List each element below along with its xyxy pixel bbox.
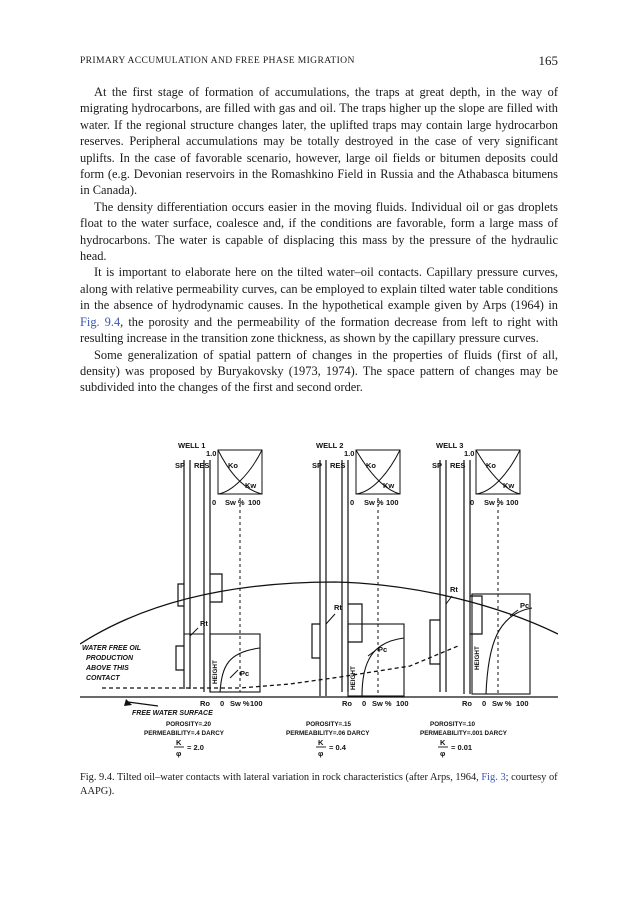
well-2-ratio-value: = 0.4 xyxy=(329,743,346,752)
well-3-res-label: RES xyxy=(450,461,466,470)
paragraph-2: The density differentiation occurs easier in the moving fluids. Individual oil or gas droplets float to the water surface, coalesce and, if the conditions are favorable, form a large mass of hydrocarbons. The water is capable of displacing this mass by the pressure of the hydraulic head. xyxy=(80,199,558,264)
well-2-bottom-hundred: 100 xyxy=(396,699,409,708)
caption-part-a: Fig. 9.4. Tilted oil–water contacts with lateral variation in rock characteristics (after Arps, 1964, xyxy=(80,772,482,783)
figure-9-4 xyxy=(80,434,558,764)
figure-9-4-link[interactable]: Fig. 9.4 xyxy=(80,314,121,329)
well-3-label: WELL 3 xyxy=(436,441,464,450)
well-3-ro-label: Ro xyxy=(462,699,472,708)
water-free-oil-line-3: ABOVE THIS xyxy=(86,665,129,672)
relperm-2-sw: Sw % xyxy=(364,498,384,507)
relperm-2-zero: 0 xyxy=(350,498,355,507)
well-2-ratio-k: K xyxy=(318,738,324,747)
well-3-bottom-zero: 0 xyxy=(482,699,487,708)
paragraph-3 xyxy=(80,264,558,346)
water-free-oil-line-1: WATER FREE OIL xyxy=(82,645,141,652)
relperm-1-hundred: 100 xyxy=(248,498,261,507)
water-free-oil-line-2: PRODUCTION xyxy=(86,655,134,662)
pc-curve-3 xyxy=(486,608,532,694)
well-2-bottom-zero: 0 xyxy=(362,699,367,708)
well-2-label: WELL 2 xyxy=(316,441,344,450)
well-1-ratio-phi: φ xyxy=(176,749,182,758)
paragraph-3-part-a: It is important to elaborate here on the tilted water–oil contacts. Capillary pressure curves, along with relative permeability curves, can be employed to explain tilted water table conditions in the absence of hydrodynamic causes. In the hypothetical example given by Arps (1964) in xyxy=(80,265,558,313)
structure-top-line xyxy=(80,582,558,644)
relperm-1-zero: 0 xyxy=(212,498,217,507)
relperm-2-ko: Ko xyxy=(366,461,376,470)
relperm-3-ytop: 1.0 xyxy=(464,449,475,458)
well-2-permeability: PERMEABILITY=.06 DARCY xyxy=(286,730,370,737)
paragraph-3-part-b: , the porosity and the permeability of the formation decrease from left to right with resulting increase in the transition zone thickness, as shown by the capillary pressure curves. xyxy=(80,314,558,346)
relperm-1-ytop: 1.0 xyxy=(206,449,217,458)
well-3-ratio-value: = 0.01 xyxy=(451,743,473,752)
relperm-2-hundred: 100 xyxy=(386,498,399,507)
paragraph-4: Some generalization of spatial pattern of changes in the properties of fluids (first of all, density) was proposed by Buryakovsky (1973, 1974). The space pattern of changes may be subdivided into the changes of the first and second order. xyxy=(80,347,558,395)
well-1-ro-label: Ro xyxy=(200,699,210,708)
well-2-borehole xyxy=(320,460,348,696)
well-1-permeability: PERMEABILITY=.4 DARCY xyxy=(144,730,224,737)
well-1-porosity: POROSITY=.20 xyxy=(166,721,211,728)
well-1-ratio-k: K xyxy=(176,738,182,747)
well-3-bottom-hundred: 100 xyxy=(516,699,529,708)
well-3-rt-label: Rt xyxy=(450,585,458,594)
free-water-surface-label: FREE WATER SURFACE xyxy=(132,710,213,717)
caption-fig-link[interactable]: Fig. 3 xyxy=(481,772,506,783)
tilted-contact-diagram xyxy=(80,434,558,764)
relperm-3-hundred: 100 xyxy=(506,498,519,507)
well-2-res-label: RES xyxy=(330,461,346,470)
relperm-1-ko: Ko xyxy=(228,461,238,470)
paragraph-1: At the first stage of formation of accumulations, the traps at great depth, in the way of migrating hydrocarbons, are filled with gas and oil. The traps higher up the slope are filled with water. If the regional structure changes later, the uplifted traps may contain large hydrocarbon reserves. Peripheral accumulations may be totally destroyed in the case of very significant uplifts. In the case of favorable scenario, however, large oil fields or bitumen deposits could form (e.g. Devonian reservoirs in the Romashkino Field in Russia and the Athabasca bitumens in Canada). xyxy=(80,85,558,198)
well-1-sp-label: SP xyxy=(175,461,186,470)
well-3-bottom-sw: Sw % xyxy=(492,699,512,708)
well-1-label: WELL 1 xyxy=(178,441,206,450)
running-title: PRIMARY ACCUMULATION AND FREE PHASE MIGRATION xyxy=(80,55,355,66)
well-3-height-label: HEIGHT xyxy=(474,646,481,670)
relperm-2-ytop: 1.0 xyxy=(344,449,355,458)
well-2-bottom-sw: Sw % xyxy=(372,699,392,708)
relperm-2-kw: Kw xyxy=(383,481,395,490)
water-free-oil-line-4: CONTACT xyxy=(86,675,120,682)
figure-caption xyxy=(80,771,558,799)
body-text xyxy=(80,84,558,396)
relperm-3-sw: Sw % xyxy=(484,498,504,507)
well-1-rt-label: Rt xyxy=(200,619,208,628)
well-1-borehole xyxy=(184,460,210,692)
well-2-ratio-phi: φ xyxy=(318,749,324,758)
well-3-permeability: PERMEABILITY=.001 DARCY xyxy=(420,730,507,737)
well-2-pc-label: Pc xyxy=(378,645,388,654)
well-1-pc-label: Pc xyxy=(240,669,250,678)
well-3-ratio-k: K xyxy=(440,738,446,747)
well-1-bottom-hundred: 100 xyxy=(250,699,263,708)
relperm-3-zero: 0 xyxy=(470,498,475,507)
oil-water-contact-line xyxy=(102,646,458,688)
relperm-1-sw: Sw % xyxy=(225,498,245,507)
well-3-ratio-phi: φ xyxy=(440,749,446,758)
well-3-pc-label: Pc xyxy=(520,601,530,610)
well-1-res-label: RES xyxy=(194,461,210,470)
relperm-3-kw: Kw xyxy=(503,481,515,490)
well-3-sp-label: SP xyxy=(432,461,443,470)
well-2-height-label: HEIGHT xyxy=(350,666,357,690)
well-2-sp-label: SP xyxy=(312,461,323,470)
well-1-height-label: HEIGHT xyxy=(212,660,219,684)
well-1-bottom-zero: 0 xyxy=(220,699,225,708)
well-2-rt-label: Rt xyxy=(334,603,342,612)
page-number: 165 xyxy=(538,53,558,68)
well-2-porosity: POROSITY=.15 xyxy=(306,721,351,728)
well-3-borehole xyxy=(440,460,470,694)
well-1-bottom-sw: Sw % xyxy=(230,699,250,708)
well-2-ro-label: Ro xyxy=(342,699,352,708)
running-header xyxy=(80,55,558,69)
well-3-porosity: POROSITY=.10 xyxy=(430,721,475,728)
well-1-ratio-value: = 2.0 xyxy=(187,743,204,752)
relperm-3-ko: Ko xyxy=(486,461,496,470)
relperm-1-kw: Kw xyxy=(245,481,257,490)
caption-part-b: ; courtesy of AAPG). xyxy=(80,772,558,797)
